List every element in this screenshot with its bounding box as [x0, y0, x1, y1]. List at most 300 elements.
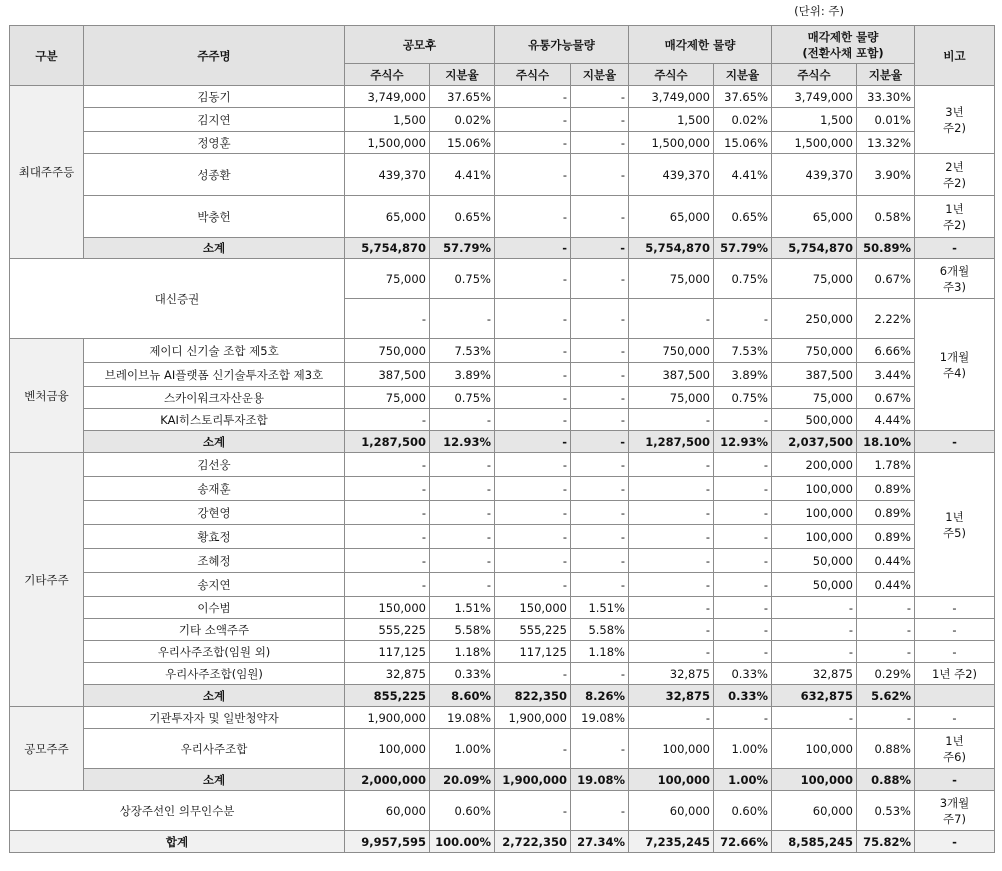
restricted-shares-cell: 7,235,245: [629, 831, 714, 853]
tradable-shares-cell: -: [495, 453, 571, 477]
header-remarks: 비고: [915, 26, 995, 86]
restricted-cb-shares-cell: 500,000: [772, 409, 857, 431]
restricted-cb-shares-cell: 100,000: [772, 769, 857, 791]
header-after-ipo: 공모후: [345, 26, 495, 64]
restricted-cb-ratio-cell: 6.66%: [857, 339, 915, 363]
ipo-ratio-cell: 8.60%: [430, 685, 495, 707]
header-restricted: 매각제한 물량: [629, 26, 772, 64]
header-shares: 주식수: [629, 64, 714, 86]
ipo-ratio-cell: -: [430, 525, 495, 549]
tradable-shares-cell: -: [495, 196, 571, 238]
restricted-shares-cell: 75,000: [629, 259, 714, 299]
table-row: [10, 619, 995, 641]
remark-cell: 1년 주5): [915, 453, 995, 597]
tradable-ratio-cell: -: [571, 525, 629, 549]
restricted-cb-ratio-cell: 33.30%: [857, 86, 915, 108]
ipo-shares-cell: -: [345, 409, 430, 431]
restricted-ratio-cell: 12.93%: [714, 431, 772, 453]
restricted-cb-shares-cell: 75,000: [772, 387, 857, 409]
ipo-shares-cell: 32,875: [345, 663, 430, 685]
tradable-shares-cell: -: [495, 409, 571, 431]
table-row: [10, 363, 995, 387]
ipo-shares-cell: 150,000: [345, 597, 430, 619]
ipo-ratio-cell: 7.53%: [430, 339, 495, 363]
holder-name: 제이디 신기술 조합 제5호: [84, 339, 345, 363]
ipo-ratio-cell: 3.89%: [430, 363, 495, 387]
table-row: [10, 549, 995, 573]
table-row: [10, 453, 995, 477]
table-row: [10, 108, 995, 132]
restricted-ratio-cell: 0.75%: [714, 387, 772, 409]
ipo-ratio-cell: 0.02%: [430, 108, 495, 132]
restricted-cb-shares-cell: 50,000: [772, 573, 857, 597]
ipo-ratio-cell: -: [430, 549, 495, 573]
ipo-shares-cell: 3,749,000: [345, 86, 430, 108]
restricted-cb-ratio-cell: 1.78%: [857, 453, 915, 477]
tradable-ratio-cell: -: [571, 549, 629, 573]
restricted-cb-ratio-cell: 0.67%: [857, 387, 915, 409]
restricted-ratio-cell: 1.00%: [714, 769, 772, 791]
ipo-ratio-cell: 20.09%: [430, 769, 495, 791]
tradable-shares-cell: -: [495, 259, 571, 299]
holder-name: 우리사주조합(임원 외): [84, 641, 345, 663]
tradable-ratio-cell: -: [571, 409, 629, 431]
total-row: [10, 831, 995, 853]
holder-name: 김지연: [84, 108, 345, 132]
restricted-cb-shares-cell: 1,500,000: [772, 132, 857, 154]
restricted-cb-shares-cell: -: [772, 619, 857, 641]
holder-name: 이수범: [84, 597, 345, 619]
restricted-cb-ratio-cell: -: [857, 641, 915, 663]
holder-name: 송지연: [84, 573, 345, 597]
restricted-cb-shares-cell: 8,585,245: [772, 831, 857, 853]
table-row: [10, 387, 995, 409]
holder-name: 소계: [84, 685, 345, 707]
restricted-ratio-cell: -: [714, 597, 772, 619]
restricted-cb-shares-cell: 750,000: [772, 339, 857, 363]
ipo-ratio-cell: 5.58%: [430, 619, 495, 641]
table-row: [10, 663, 995, 685]
ipo-ratio-cell: 19.08%: [430, 707, 495, 729]
holder-name: 소계: [84, 238, 345, 259]
ipo-ratio-cell: -: [430, 573, 495, 597]
ipo-ratio-cell: 12.93%: [430, 431, 495, 453]
ipo-ratio-cell: -: [430, 477, 495, 501]
ipo-shares-cell: 75,000: [345, 259, 430, 299]
restricted-shares-cell: 65,000: [629, 196, 714, 238]
tradable-shares-cell: -: [495, 573, 571, 597]
restricted-cb-ratio-cell: 5.62%: [857, 685, 915, 707]
restricted-cb-ratio-cell: -: [857, 707, 915, 729]
restricted-shares-cell: 75,000: [629, 387, 714, 409]
restricted-ratio-cell: 3.89%: [714, 363, 772, 387]
restricted-cb-shares-cell: 100,000: [772, 477, 857, 501]
ipo-ratio-cell: 15.06%: [430, 132, 495, 154]
restricted-cb-ratio-cell: 75.82%: [857, 831, 915, 853]
restricted-shares-cell: 100,000: [629, 729, 714, 769]
restricted-ratio-cell: 7.53%: [714, 339, 772, 363]
holder-name: 상장주선인 의무인수분: [10, 791, 345, 831]
restricted-shares-cell: -: [629, 597, 714, 619]
holder-name: 우리사주조합: [84, 729, 345, 769]
ipo-shares-cell: -: [345, 477, 430, 501]
tradable-ratio-cell: 19.08%: [571, 707, 629, 729]
holder-name: 김선웅: [84, 453, 345, 477]
restricted-ratio-cell: -: [714, 453, 772, 477]
restricted-cb-ratio-cell: 0.88%: [857, 729, 915, 769]
holder-name: 조혜정: [84, 549, 345, 573]
ipo-shares-cell: -: [345, 299, 430, 339]
tradable-ratio-cell: 8.26%: [571, 685, 629, 707]
restricted-ratio-cell: 0.75%: [714, 259, 772, 299]
holder-name: 스카이워크자산운용: [84, 387, 345, 409]
tradable-shares-cell: -: [495, 525, 571, 549]
restricted-shares-cell: 750,000: [629, 339, 714, 363]
restricted-ratio-cell: 4.41%: [714, 154, 772, 196]
ipo-ratio-cell: 0.65%: [430, 196, 495, 238]
remark-cell: 1개월 주4): [915, 299, 995, 431]
restricted-cb-ratio-cell: -: [857, 619, 915, 641]
restricted-shares-cell: -: [629, 477, 714, 501]
restricted-cb-shares-cell: 632,875: [772, 685, 857, 707]
tradable-ratio-cell: -: [571, 108, 629, 132]
restricted-cb-ratio-cell: 13.32%: [857, 132, 915, 154]
ipo-shares-cell: 1,500,000: [345, 132, 430, 154]
ipo-ratio-cell: -: [430, 299, 495, 339]
restricted-cb-ratio-cell: 4.44%: [857, 409, 915, 431]
header-holder: 주주명: [84, 26, 345, 86]
holder-name: KAI히스토리투자조합: [84, 409, 345, 431]
tradable-shares-cell: 117,125: [495, 641, 571, 663]
tradable-shares-cell: -: [495, 132, 571, 154]
table-row: [10, 86, 995, 108]
ipo-ratio-cell: 1.00%: [430, 729, 495, 769]
ipo-ratio-cell: 4.41%: [430, 154, 495, 196]
ipo-ratio-cell: 57.79%: [430, 238, 495, 259]
ipo-ratio-cell: 1.18%: [430, 641, 495, 663]
group-label: 기타주주: [10, 453, 84, 707]
restricted-ratio-cell: -: [714, 409, 772, 431]
ipo-ratio-cell: 0.75%: [430, 259, 495, 299]
ipo-shares-cell: -: [345, 525, 430, 549]
remark-cell: 3년 주2): [915, 86, 995, 154]
restricted-shares-cell: 1,287,500: [629, 431, 714, 453]
ipo-shares-cell: 65,000: [345, 196, 430, 238]
restricted-shares-cell: 60,000: [629, 791, 714, 831]
remark-cell: -: [915, 769, 995, 791]
restricted-shares-cell: -: [629, 299, 714, 339]
restricted-cb-ratio-cell: 0.44%: [857, 573, 915, 597]
restricted-ratio-cell: 0.60%: [714, 791, 772, 831]
tradable-ratio-cell: -: [571, 132, 629, 154]
restricted-cb-ratio-cell: 0.67%: [857, 259, 915, 299]
ipo-shares-cell: 855,225: [345, 685, 430, 707]
tradable-shares-cell: 822,350: [495, 685, 571, 707]
tradable-shares-cell: -: [495, 339, 571, 363]
tradable-shares-cell: -: [495, 477, 571, 501]
tradable-ratio-cell: 1.51%: [571, 597, 629, 619]
restricted-shares-cell: -: [629, 409, 714, 431]
ipo-shares-cell: 75,000: [345, 387, 430, 409]
tradable-ratio-cell: -: [571, 259, 629, 299]
ipo-shares-cell: 387,500: [345, 363, 430, 387]
restricted-ratio-cell: -: [714, 573, 772, 597]
restricted-ratio-cell: 0.65%: [714, 196, 772, 238]
restricted-ratio-cell: -: [714, 707, 772, 729]
restricted-cb-ratio-cell: 50.89%: [857, 238, 915, 259]
holder-name: 박충헌: [84, 196, 345, 238]
restricted-cb-ratio-cell: 0.29%: [857, 663, 915, 685]
restricted-cb-shares-cell: 2,037,500: [772, 431, 857, 453]
tradable-ratio-cell: -: [571, 86, 629, 108]
restricted-shares-cell: -: [629, 707, 714, 729]
header-shares: 주식수: [345, 64, 430, 86]
tradable-ratio-cell: -: [571, 238, 629, 259]
tradable-shares-cell: -: [495, 154, 571, 196]
restricted-shares-cell: 3,749,000: [629, 86, 714, 108]
restricted-ratio-cell: 57.79%: [714, 238, 772, 259]
restricted-shares-cell: -: [629, 573, 714, 597]
ipo-shares-cell: 2,000,000: [345, 769, 430, 791]
tradable-ratio-cell: -: [571, 573, 629, 597]
restricted-shares-cell: -: [629, 501, 714, 525]
holder-name: 소계: [84, 431, 345, 453]
table-row: [10, 729, 995, 769]
ipo-ratio-cell: 37.65%: [430, 86, 495, 108]
restricted-shares-cell: 1,500,000: [629, 132, 714, 154]
ipo-ratio-cell: 0.60%: [430, 791, 495, 831]
restricted-shares-cell: -: [629, 453, 714, 477]
tradable-shares-cell: 150,000: [495, 597, 571, 619]
restricted-shares-cell: -: [629, 641, 714, 663]
restricted-cb-shares-cell: 250,000: [772, 299, 857, 339]
tradable-shares-cell: -: [495, 86, 571, 108]
remark-cell: -: [915, 619, 995, 641]
tradable-ratio-cell: -: [571, 477, 629, 501]
ipo-ratio-cell: 0.33%: [430, 663, 495, 685]
tradable-shares-cell: -: [495, 663, 571, 685]
table-row: [10, 791, 995, 831]
tradable-shares-cell: -: [495, 299, 571, 339]
ipo-shares-cell: -: [345, 453, 430, 477]
subtotal-row: [10, 431, 995, 453]
header-shares: 주식수: [495, 64, 571, 86]
tradable-shares-cell: 1,900,000: [495, 769, 571, 791]
restricted-cb-shares-cell: 1,500: [772, 108, 857, 132]
restricted-shares-cell: 439,370: [629, 154, 714, 196]
tradable-shares-cell: -: [495, 238, 571, 259]
holder-name: 황효정: [84, 525, 345, 549]
remark-cell: -: [915, 238, 995, 259]
restricted-shares-cell: 32,875: [629, 685, 714, 707]
header-ratio: 지분율: [430, 64, 495, 86]
restricted-ratio-cell: 1.00%: [714, 729, 772, 769]
tradable-ratio-cell: 1.18%: [571, 641, 629, 663]
tradable-ratio-cell: -: [571, 339, 629, 363]
restricted-cb-shares-cell: -: [772, 597, 857, 619]
holder-name: 정영훈: [84, 132, 345, 154]
tradable-ratio-cell: -: [571, 729, 629, 769]
ipo-ratio-cell: 1.51%: [430, 597, 495, 619]
table-row: [10, 525, 995, 549]
remark-cell: -: [915, 641, 995, 663]
restricted-cb-shares-cell: 5,754,870: [772, 238, 857, 259]
tradable-ratio-cell: -: [571, 791, 629, 831]
restricted-ratio-cell: 0.33%: [714, 663, 772, 685]
unit-note: (단위: 주): [794, 4, 844, 18]
tradable-ratio-cell: -: [571, 387, 629, 409]
tradable-shares-cell: -: [495, 791, 571, 831]
subtotal-row: [10, 238, 995, 259]
restricted-cb-ratio-cell: 0.88%: [857, 769, 915, 791]
remark-cell: -: [915, 597, 995, 619]
header-gubun: 구분: [10, 26, 84, 86]
ipo-shares-cell: 1,500: [345, 108, 430, 132]
holder-name: 김동기: [84, 86, 345, 108]
tradable-ratio-cell: -: [571, 154, 629, 196]
restricted-cb-ratio-cell: 2.22%: [857, 299, 915, 339]
ipo-ratio-cell: -: [430, 453, 495, 477]
header-tradable: 유통가능물량: [495, 26, 629, 64]
ipo-shares-cell: -: [345, 573, 430, 597]
remark-cell: [915, 685, 995, 707]
group-label: 최대주주등: [10, 86, 84, 259]
tradable-ratio-cell: -: [571, 453, 629, 477]
restricted-shares-cell: 1,500: [629, 108, 714, 132]
remark-cell: 1년 주6): [915, 729, 995, 769]
restricted-cb-shares-cell: 3,749,000: [772, 86, 857, 108]
restricted-cb-shares-cell: -: [772, 707, 857, 729]
ipo-shares-cell: -: [345, 549, 430, 573]
table-row: [10, 196, 995, 238]
restricted-cb-shares-cell: 65,000: [772, 196, 857, 238]
tradable-ratio-cell: -: [571, 196, 629, 238]
ipo-shares-cell: 9,957,595: [345, 831, 430, 853]
tradable-shares-cell: -: [495, 501, 571, 525]
table-row: [10, 409, 995, 431]
table-row: [10, 707, 995, 729]
restricted-cb-shares-cell: 200,000: [772, 453, 857, 477]
restricted-ratio-cell: -: [714, 619, 772, 641]
restricted-shares-cell: -: [629, 549, 714, 573]
holder-name: 합계: [10, 831, 345, 853]
remark-cell: 6개월 주3): [915, 259, 995, 299]
restricted-cb-shares-cell: 387,500: [772, 363, 857, 387]
header-restricted-cb: 매각제한 물량 (전환사채 포함): [772, 26, 915, 64]
table-row: [10, 597, 995, 619]
header-ratio: 지분율: [714, 64, 772, 86]
ipo-shares-cell: 439,370: [345, 154, 430, 196]
tradable-ratio-cell: -: [571, 363, 629, 387]
holder-name: 기관투자자 및 일반청약자: [84, 707, 345, 729]
subtotal-row: [10, 685, 995, 707]
table-row: [10, 339, 995, 363]
remark-cell: -: [915, 431, 995, 453]
restricted-cb-ratio-cell: 0.53%: [857, 791, 915, 831]
table-row: [10, 641, 995, 663]
tradable-ratio-cell: 19.08%: [571, 769, 629, 791]
restricted-cb-shares-cell: 32,875: [772, 663, 857, 685]
restricted-ratio-cell: -: [714, 549, 772, 573]
holder-name: 기타 소액주주: [84, 619, 345, 641]
restricted-cb-shares-cell: -: [772, 641, 857, 663]
restricted-shares-cell: 100,000: [629, 769, 714, 791]
restricted-cb-ratio-cell: 0.01%: [857, 108, 915, 132]
tradable-shares-cell: 1,900,000: [495, 707, 571, 729]
tradable-ratio-cell: -: [571, 299, 629, 339]
tradable-shares-cell: -: [495, 108, 571, 132]
restricted-cb-ratio-cell: 0.58%: [857, 196, 915, 238]
holder-name: 송재훈: [84, 477, 345, 501]
remark-cell: -: [915, 707, 995, 729]
ipo-shares-cell: 750,000: [345, 339, 430, 363]
ipo-shares-cell: 555,225: [345, 619, 430, 641]
restricted-cb-shares-cell: 100,000: [772, 729, 857, 769]
holder-name: 브레이브뉴 AI플랫폼 신기술투자조합 제3호: [84, 363, 345, 387]
tradable-ratio-cell: -: [571, 431, 629, 453]
table-row: [10, 501, 995, 525]
remark-cell: 2년 주2): [915, 154, 995, 196]
tradable-ratio-cell: -: [571, 501, 629, 525]
tradable-shares-cell: -: [495, 549, 571, 573]
restricted-cb-shares-cell: 439,370: [772, 154, 857, 196]
restricted-ratio-cell: -: [714, 299, 772, 339]
subtotal-row: [10, 769, 995, 791]
ipo-shares-cell: 100,000: [345, 729, 430, 769]
restricted-ratio-cell: 37.65%: [714, 86, 772, 108]
table-row: [10, 573, 995, 597]
ipo-ratio-cell: -: [430, 501, 495, 525]
restricted-cb-ratio-cell: 0.89%: [857, 477, 915, 501]
tradable-shares-cell: 2,722,350: [495, 831, 571, 853]
restricted-ratio-cell: 72.66%: [714, 831, 772, 853]
restricted-cb-ratio-cell: 3.44%: [857, 363, 915, 387]
ipo-ratio-cell: 100.00%: [430, 831, 495, 853]
restricted-cb-shares-cell: 75,000: [772, 259, 857, 299]
restricted-ratio-cell: -: [714, 477, 772, 501]
table-row: [10, 132, 995, 154]
restricted-ratio-cell: -: [714, 525, 772, 549]
holder-name: 소계: [84, 769, 345, 791]
group-label: 공모주주: [10, 707, 84, 791]
restricted-ratio-cell: -: [714, 641, 772, 663]
header-ratio: 지분율: [571, 64, 629, 86]
tradable-ratio-cell: 5.58%: [571, 619, 629, 641]
remark-cell: -: [915, 831, 995, 853]
remark-cell: 1년 주2): [915, 196, 995, 238]
tradable-shares-cell: -: [495, 431, 571, 453]
table-row: [10, 259, 995, 299]
restricted-ratio-cell: 0.02%: [714, 108, 772, 132]
holder-name: 우리사주조합(임원): [84, 663, 345, 685]
restricted-cb-ratio-cell: 0.89%: [857, 525, 915, 549]
holder-name: 대신증권: [10, 259, 345, 339]
restricted-shares-cell: -: [629, 619, 714, 641]
tradable-shares-cell: -: [495, 729, 571, 769]
tradable-shares-cell: 555,225: [495, 619, 571, 641]
restricted-shares-cell: 387,500: [629, 363, 714, 387]
restricted-cb-ratio-cell: 3.90%: [857, 154, 915, 196]
ipo-shares-cell: 60,000: [345, 791, 430, 831]
ipo-ratio-cell: 0.75%: [430, 387, 495, 409]
tradable-ratio-cell: 27.34%: [571, 831, 629, 853]
restricted-shares-cell: -: [629, 525, 714, 549]
ipo-shares-cell: -: [345, 501, 430, 525]
remark-cell: 3개월 주7): [915, 791, 995, 831]
ipo-shares-cell: 117,125: [345, 641, 430, 663]
restricted-shares-cell: 5,754,870: [629, 238, 714, 259]
ipo-shares-cell: 1,287,500: [345, 431, 430, 453]
